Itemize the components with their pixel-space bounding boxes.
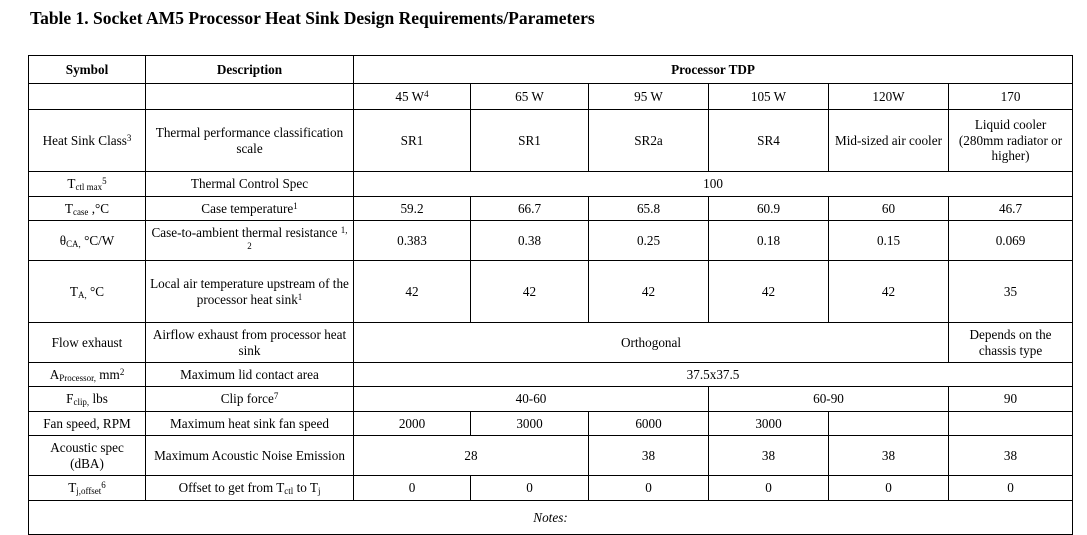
notes-label: Notes: (29, 501, 1073, 535)
row-description: Local air temperature upstream of the processor heat sink$^1$ (146, 261, 354, 323)
cell-value: 40-60 (354, 387, 709, 412)
cell-value: 0 (471, 476, 589, 501)
cell-value: 37.5x37.5 (354, 363, 1073, 387)
cell-value: 0 (709, 476, 829, 501)
empty-cell (29, 84, 146, 110)
row-symbol: $T_{A,}$ °C (29, 261, 146, 323)
tdp-column-95w: 95 W (589, 84, 709, 110)
cell-value: Orthogonal (354, 323, 949, 363)
column-header-processor-tdp: Processor TDP (354, 56, 1073, 84)
page-title: Table 1. Socket AM5 Processor Heat Sink Design Requirements/Parameters (30, 8, 595, 28)
cell-value: 6000 (589, 412, 709, 436)
cell-value: 28 (354, 436, 589, 476)
tdp-column-170: 170 (949, 84, 1073, 110)
cell-value: 0 (589, 476, 709, 501)
table-row-acoustic-spec (29, 436, 1073, 476)
cell-value: 60.9 (709, 197, 829, 221)
cell-value: 0 (829, 476, 949, 501)
cell-value: Mid-sized air cooler (829, 110, 949, 172)
cell-value: SR2a (589, 110, 709, 172)
cell-value: 42 (589, 261, 709, 323)
cell-value: 3000 (709, 412, 829, 436)
cell-value: 46.7 (949, 197, 1073, 221)
cell-value: 60-90 (709, 387, 949, 412)
row-symbol: $T_{j,offset}^6$ (29, 476, 146, 501)
row-symbol: Heat Sink Class$^3$ (29, 110, 146, 172)
cell-value (949, 412, 1073, 436)
row-description: Case-to-ambient thermal resistance $^{1, 2}$ (146, 221, 354, 261)
cell-value: 59.2 (354, 197, 471, 221)
table-row-theta-ca (29, 221, 1073, 261)
header-row (29, 56, 1073, 84)
table-row-flow-exhaust (29, 323, 1073, 363)
row-symbol: Fan speed, RPM (29, 412, 146, 436)
cell-value: SR4 (709, 110, 829, 172)
table-row-heat-sink-class (29, 110, 1073, 172)
cell-value: 0.069 (949, 221, 1073, 261)
tdp-column-120w: 120W (829, 84, 949, 110)
heat-sink-spec-table (28, 55, 1073, 535)
row-description: Maximum heat sink fan speed (146, 412, 354, 436)
cell-value: 0 (949, 476, 1073, 501)
cell-value: 3000 (471, 412, 589, 436)
row-symbol: $F_{clip,}$ lbs (29, 387, 146, 412)
cell-value: 38 (829, 436, 949, 476)
table-row-ta (29, 261, 1073, 323)
cell-value: 0.383 (354, 221, 471, 261)
cell-value: 42 (709, 261, 829, 323)
cell-value: 38 (949, 436, 1073, 476)
row-description: Thermal Control Spec (146, 172, 354, 197)
subheader-row (29, 84, 1073, 110)
row-symbol: $T_{ctl max}^5$ (29, 172, 146, 197)
table-row-fan-speed (29, 412, 1073, 436)
row-description: Airflow exhaust from processor heat sink (146, 323, 354, 363)
cell-value: 65.8 (589, 197, 709, 221)
cell-value: 90 (949, 387, 1073, 412)
cell-value (829, 412, 949, 436)
row-symbol: $T_{case}$ ,°C (29, 197, 146, 221)
cell-value: 0.25 (589, 221, 709, 261)
row-symbol: Flow exhaust (29, 323, 146, 363)
cell-value: SR1 (354, 110, 471, 172)
cell-value: 2000 (354, 412, 471, 436)
row-symbol: $\theta_{CA,}$ °C/W (29, 221, 146, 261)
row-description: Offset to get from $T_{ctl}$ to $T_j$ (146, 476, 354, 501)
empty-cell (146, 84, 354, 110)
tdp-column-45w: 45 $W^4$ (354, 84, 471, 110)
row-description: Thermal performance classification scale (146, 110, 354, 172)
row-description: Case temperature$^1$ (146, 197, 354, 221)
cell-value: 0.18 (709, 221, 829, 261)
row-description: Maximum lid contact area (146, 363, 354, 387)
table-row-tcase (29, 197, 1073, 221)
cell-value: Depends on the chassis type (949, 323, 1073, 363)
cell-value: 0 (354, 476, 471, 501)
table-row-tctl-max (29, 172, 1073, 197)
column-header-symbol: Symbol (29, 56, 146, 84)
cell-value: 35 (949, 261, 1073, 323)
tdp-column-105w: 105 W (709, 84, 829, 110)
cell-value: 38 (589, 436, 709, 476)
cell-value: SR1 (471, 110, 589, 172)
cell-value: 42 (354, 261, 471, 323)
cell-value: 60 (829, 197, 949, 221)
cell-value: 0.15 (829, 221, 949, 261)
row-description: Clip force$^7$ (146, 387, 354, 412)
row-symbol: $A_{Processor,}$ $mm^2$ (29, 363, 146, 387)
cell-value: 42 (829, 261, 949, 323)
tdp-column-65w: 65 W (471, 84, 589, 110)
cell-value: 38 (709, 436, 829, 476)
cell-value: 42 (471, 261, 589, 323)
row-symbol: Acoustic spec (dBA) (29, 436, 146, 476)
cell-value: Liquid cooler (280mm radiator or higher) (949, 110, 1073, 172)
table-row-fclip (29, 387, 1073, 412)
cell-value: 66.7 (471, 197, 589, 221)
column-header-description: Description (146, 56, 354, 84)
row-description: Maximum Acoustic Noise Emission (146, 436, 354, 476)
cell-value: 0.38 (471, 221, 589, 261)
notes-row (29, 501, 1073, 535)
table-row-aprocessor (29, 363, 1073, 387)
cell-value: 100 (354, 172, 1073, 197)
table-row-tj-offset (29, 476, 1073, 501)
